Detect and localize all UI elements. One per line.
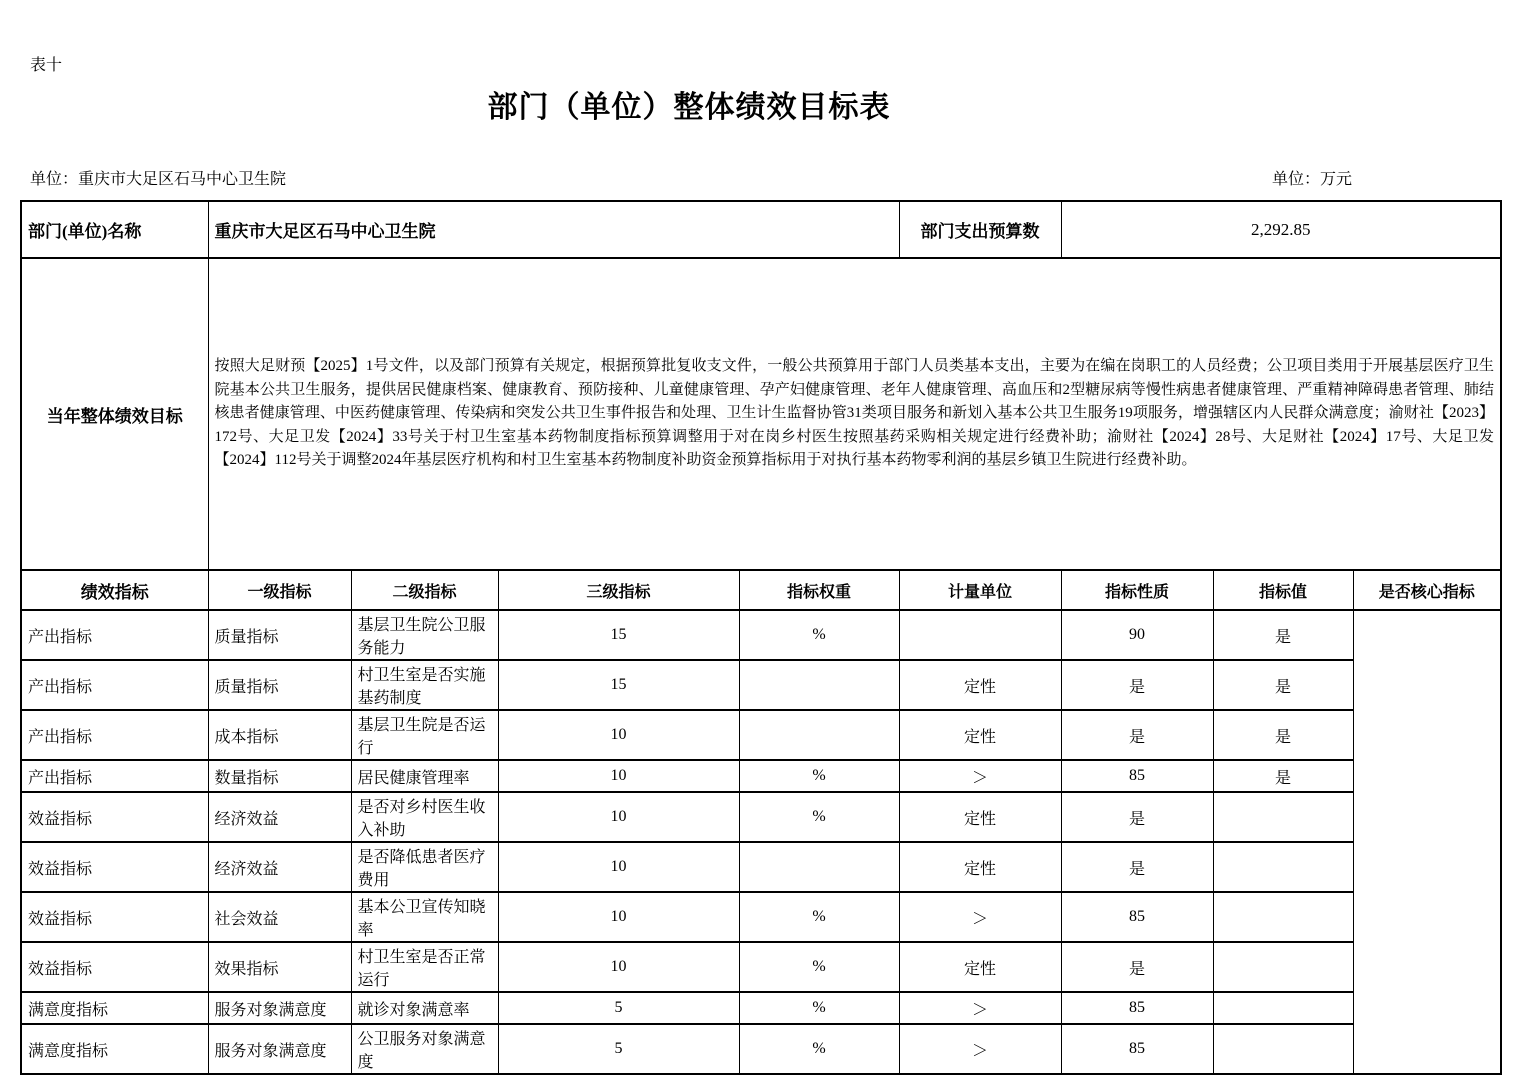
table-cell: 10 <box>498 710 739 760</box>
table-cell: 是 <box>1061 660 1213 710</box>
table-cell: 85 <box>1061 760 1213 792</box>
table-cell: 是否降低患者医疗费用 <box>351 842 498 892</box>
table-row <box>21 710 1501 760</box>
table-cell <box>899 610 1061 660</box>
table-cell: 效益指标 <box>21 892 208 942</box>
table-cell <box>1213 792 1353 842</box>
budget-value: 2,292.85 <box>1061 201 1501 258</box>
table-cell <box>1213 842 1353 892</box>
table-cell: 定性 <box>899 660 1061 710</box>
table-cell: 定性 <box>899 842 1061 892</box>
table-cell: 90 <box>1061 610 1213 660</box>
table-cell: % <box>739 892 899 942</box>
table-cell: 10 <box>498 942 739 992</box>
table-cell: 85 <box>1061 892 1213 942</box>
table-cell: 效益指标 <box>21 842 208 892</box>
table-cell: 基层卫生院公卫服务能力 <box>351 610 498 660</box>
annual-goal-row <box>21 258 1501 570</box>
table-cell: 基本公卫宣传知晓率 <box>351 892 498 942</box>
table-cell: 满意度指标 <box>21 1024 208 1074</box>
table-cell: % <box>739 992 899 1024</box>
performance-indicators-label: 绩效指标 <box>21 570 208 610</box>
table-cell: 10 <box>498 892 739 942</box>
header-unit: 计量单位 <box>899 570 1061 610</box>
table-row <box>21 892 1501 942</box>
table-cell: 社会效益 <box>208 892 351 942</box>
table-cell: 效益指标 <box>21 942 208 992</box>
table-cell <box>1213 892 1353 942</box>
table-cell <box>739 710 899 760</box>
table-cell: 服务对象满意度 <box>208 992 351 1024</box>
table-cell: 85 <box>1061 992 1213 1024</box>
table-cell: 村卫生室是否正常运行 <box>351 942 498 992</box>
table-cell: 产出指标 <box>21 760 208 792</box>
table-cell: % <box>739 942 899 992</box>
table-cell: ＞ <box>899 892 1061 942</box>
table-row <box>21 610 1501 660</box>
table-cell: 居民健康管理率 <box>351 760 498 792</box>
table-cell: 是 <box>1061 942 1213 992</box>
table-cell: % <box>739 610 899 660</box>
table-cell: % <box>739 760 899 792</box>
table-cell: 产出指标 <box>21 660 208 710</box>
table-cell: 满意度指标 <box>21 992 208 1024</box>
table-cell: 10 <box>498 760 739 792</box>
header-level3: 三级指标 <box>498 570 739 610</box>
table-cell: 是 <box>1213 610 1353 660</box>
table-cell <box>739 842 899 892</box>
table-cell: 经济效益 <box>208 842 351 892</box>
table-cell: 村卫生室是否实施基药制度 <box>351 660 498 710</box>
page-title: 部门（单位）整体绩效目标表 <box>487 91 891 124</box>
table-cell: 定性 <box>899 792 1061 842</box>
performance-target-table <box>20 200 1502 1075</box>
table-cell: % <box>739 792 899 842</box>
table-cell: 是 <box>1061 710 1213 760</box>
table-cell: ＞ <box>899 992 1061 1024</box>
table-cell: 产出指标 <box>21 610 208 660</box>
table-cell: 10 <box>498 842 739 892</box>
table-cell: ＞ <box>899 760 1061 792</box>
annual-goal-text: 按照大足财预【2025】1号文件，以及部门预算有关规定，根据预算批复收支文件，一般公共预算用于部门人员类基本支出，主要为在编在岗职工的人员经费；公卫项目类用于开展基层医疗卫生院基本公共卫生服务，提供居民健康档案、健康教育、预防接种、儿童健康管理、孕产妇健康管理、老年人健康管理、高血压和2型糖尿病等慢性病患者健康管理、严重精神障碍患者管理、肺结核患者健康管理、中医药健康管理、传染病和突发公共卫生事件报告和处理、卫生计生监督协管31类项目服务和新划入基本公共卫生服务19项服务，增强辖区内人民群众满意度；渝财社【2023】172号、大足卫发【2024】33号关于村卫生室基本药物制度指标预算调整用于对在岗乡村医生按照基药采购相关规定进行经费补助；渝财社【2024】28号、大足财社【2024】17号、大足卫发【2024】112号关于调整2024年基层医疗机构和村卫生室基本药物制度补助资金预算指标用于对执行基本药物零利润的基层乡镇卫生院进行经费补助。 <box>208 258 1501 570</box>
table-cell: 是 <box>1213 760 1353 792</box>
table-cell: ＞ <box>899 1024 1061 1074</box>
table-cell: 5 <box>498 992 739 1024</box>
table-cell <box>1213 992 1353 1024</box>
indicator-header-row <box>21 570 1501 610</box>
table-row <box>21 1024 1501 1074</box>
table-cell: 就诊对象满意率 <box>351 992 498 1024</box>
table-cell: 质量指标 <box>208 660 351 710</box>
table-cell: 是 <box>1061 842 1213 892</box>
table-cell: 服务对象满意度 <box>208 1024 351 1074</box>
table-cell: 15 <box>498 610 739 660</box>
header-nature: 指标性质 <box>1061 570 1213 610</box>
table-row <box>21 760 1501 792</box>
header-level2: 二级指标 <box>351 570 498 610</box>
annual-goal-label: 当年整体绩效目标 <box>21 258 208 570</box>
dept-info-row <box>21 201 1501 258</box>
table-row <box>21 942 1501 992</box>
table-cell: 85 <box>1061 1024 1213 1074</box>
table-cell <box>739 660 899 710</box>
table-cell: 成本指标 <box>208 710 351 760</box>
table-cell: 质量指标 <box>208 610 351 660</box>
table-cell: 效果指标 <box>208 942 351 992</box>
table-cell: % <box>739 1024 899 1074</box>
table-cell: 公卫服务对象满意度 <box>351 1024 498 1074</box>
table-cell: 10 <box>498 792 739 842</box>
table-cell: 数量指标 <box>208 760 351 792</box>
table-cell: 产出指标 <box>21 710 208 760</box>
table-cell: 定性 <box>899 942 1061 992</box>
currency-unit-caption: 单位：万元 <box>1271 171 1352 188</box>
dept-name-value: 重庆市大足区石马中心卫生院 <box>208 201 899 258</box>
table-cell: 是 <box>1061 792 1213 842</box>
table-cell: 经济效益 <box>208 792 351 842</box>
dept-name-label: 部门(单位)名称 <box>21 201 208 258</box>
table-row <box>21 660 1501 710</box>
table-cell: 定性 <box>899 710 1061 760</box>
table-cell: 基层卫生院是否运行 <box>351 710 498 760</box>
table-cell <box>1213 1024 1353 1074</box>
table-cell: 是 <box>1213 710 1353 760</box>
budget-label: 部门支出预算数 <box>899 201 1061 258</box>
header-weight: 指标权重 <box>739 570 899 610</box>
indicator-rows <box>21 610 1501 1074</box>
table-cell: 是 <box>1213 660 1353 710</box>
header-core: 是否核心指标 <box>1353 570 1501 610</box>
table-cell <box>1213 942 1353 992</box>
table-cell: 效益指标 <box>21 792 208 842</box>
header-level1: 一级指标 <box>208 570 351 610</box>
table-row <box>21 842 1501 892</box>
header-value: 指标值 <box>1213 570 1353 610</box>
table-cell: 5 <box>498 1024 739 1074</box>
table-cell: 15 <box>498 660 739 710</box>
table-row <box>21 792 1501 842</box>
table-cell: 是否对乡村医生收入补助 <box>351 792 498 842</box>
unit-name-caption: 单位：重庆市大足区石马中心卫生院 <box>30 171 287 188</box>
form-number-label: 表十 <box>30 57 63 74</box>
table-row <box>21 992 1501 1024</box>
